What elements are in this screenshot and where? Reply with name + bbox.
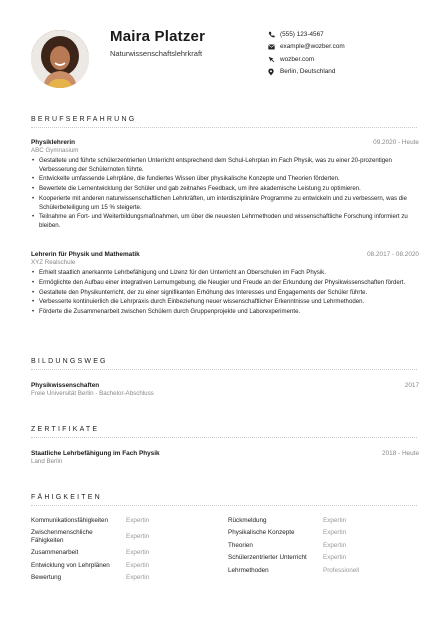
avatar [31,30,89,88]
list-item: • Gestaltete und führte schülerzentrierten Unterricht entsprechend dem Schul-Lehrplan im Fach Physik, was zu einer 20-prozentigen Verbesserung der Schülernoten führte. [31,157,419,174]
contact-website [268,53,345,66]
skill-name: Rückmeldung [228,516,267,524]
section-divider [31,127,417,128]
list-item: • Förderte die Zusammenarbeit zwischen Schülern durch Gruppenprojekte und Laborexperimente. [31,308,419,317]
skill-level: Expertin [323,541,347,549]
section-divider [31,369,417,370]
skill-level: Expertin [323,516,347,524]
location-icon [268,68,280,76]
skill-name: Theorien [228,541,253,549]
education-school: Freie Universität Berlin - Bachelor-Abschluss [31,390,154,397]
phone-icon [268,31,280,38]
link-icon [268,56,280,63]
job-bullets [31,269,419,317]
job-role: Lehrerin für Physik und Mathematik [31,251,140,258]
list-item: • Teilnahme an Fort- und Weiterbildungsmaßnahmen, um über die neuesten Lehrmethoden und wissenschaftliche Forschung informiert zu bleiben. [31,213,419,230]
skills-column-right [228,514,418,577]
skill-level: Expertin [126,533,150,540]
certificate-name: Staatliche Lehrbefähigung im Fach Physik [31,450,160,457]
list-item: • Bewertete die Lernentwicklung der Schüler und gab zeitnahes Feedback, um ihre akademische Leistung zu optimieren. [31,185,419,194]
skill-level: Expertin [126,574,150,582]
section-title-education: BILDUNGSWEG [31,358,108,365]
skill-name: Lehrmethoden [228,566,269,574]
job-organization: XYZ Realschule [31,259,76,266]
skill-item [31,572,221,585]
skill-item [228,564,418,577]
section-divider [31,505,417,506]
skill-level: Expertin [323,529,347,537]
phone-text[interactable]: (555) 123-4567 [280,30,324,38]
section-divider [31,437,417,438]
skill-level: Expertin [126,561,150,569]
section-title-skills: FÄHIGKEITEN [31,494,102,501]
skill-level: Expertin [323,554,347,562]
skill-item [228,527,418,540]
skill-name: Kommunikationsfähigkeiten [31,516,109,524]
contact-list [268,28,345,78]
contact-location [268,66,345,79]
skill-level: Expertin [126,516,150,524]
candidate-name: Maira Platzer [110,28,206,45]
skill-name: Schülerzentrierter Unterricht [228,554,307,561]
list-item: • Kooperierte mit anderen naturwissenschaftlichen Lehrkräften, um interdisziplinäre Programme zu entwickeln und zu verbessern, was die Schülerbeteiligung um 15 % steigerte. [31,195,419,212]
list-item: • Ermöglichte den Aufbau einer integrativen Lernumgebung, die Neugier und Freude an der Erkundung der Physikwissenschaften fördert. [31,279,419,288]
job-role: Physiklehrerin [31,139,76,146]
education-degree: Physikwissenschaften [31,382,100,389]
list-item: • Verbesserte kontinuierlich die Lehrpraxis durch Einbeziehung neuer wissenschaftlicher Erkenntnisse und Lehrmethoden. [31,298,419,307]
education-year: 2017 [404,382,419,389]
contact-phone [268,28,345,41]
certificate-place: Land Berlin [31,458,63,465]
skill-item [31,547,221,560]
skill-item [228,552,418,565]
experience-entry [31,251,419,318]
skill-item [228,514,418,527]
skill-name: Bewertung [31,574,62,581]
job-organization: ABC Gymnasium [31,147,79,154]
resume-header [0,0,448,104]
skill-level: Professionell [323,566,360,574]
candidate-title: Naturwissenschaftslehrkraft [110,49,203,58]
skill-name: Entwicklung von Lehrplänen [31,561,110,569]
skills-column-left [31,514,221,584]
skill-name: Zwischenmenschliche Fähigkeiten [31,529,93,544]
skill-item [31,527,221,547]
portrait-image [31,30,89,88]
education-entry [31,382,419,397]
section-title-certificates: ZERTIFIKATE [31,426,100,433]
contact-email [268,41,345,54]
experience-entry [31,139,419,232]
list-item: • Erhielt staatlich anerkannte Lehrbefähigung und Lizenz für den Unterricht an Oberschulen im Fach Physik. [31,269,419,278]
certificate-date: 2018 - Heute [382,450,419,457]
skill-item [228,539,418,552]
certificate-entry [31,450,419,465]
skill-level: Expertin [126,549,150,557]
job-bullets [31,157,419,231]
skill-name: Zusammenarbeit [31,549,79,556]
section-title-experience: BERUFSERFAHRUNG [31,116,137,123]
list-item: • Entwickelte umfassende Lehrpläne, die fundiertes Wissen über physikalische Konzepte und Theorien förderten. [31,175,419,184]
skill-name: Physikalische Konzepte [228,529,295,536]
website-text[interactable]: wozber.com [280,55,315,63]
list-item: • Gestaltete den Physikunterricht, der zu einer signifikanten Erhöhung des Interesses und Engagements der Schüler führte. [31,289,419,298]
job-date: 08.2017 - 08.2020 [367,251,419,258]
skill-item [31,559,221,572]
job-date: 09.2020 - Heute [373,139,419,146]
location-text: Berlin, Deutschland [280,68,336,76]
skill-item [31,514,221,527]
mail-icon [268,44,280,50]
email-text[interactable]: example@wozber.com [280,43,345,51]
